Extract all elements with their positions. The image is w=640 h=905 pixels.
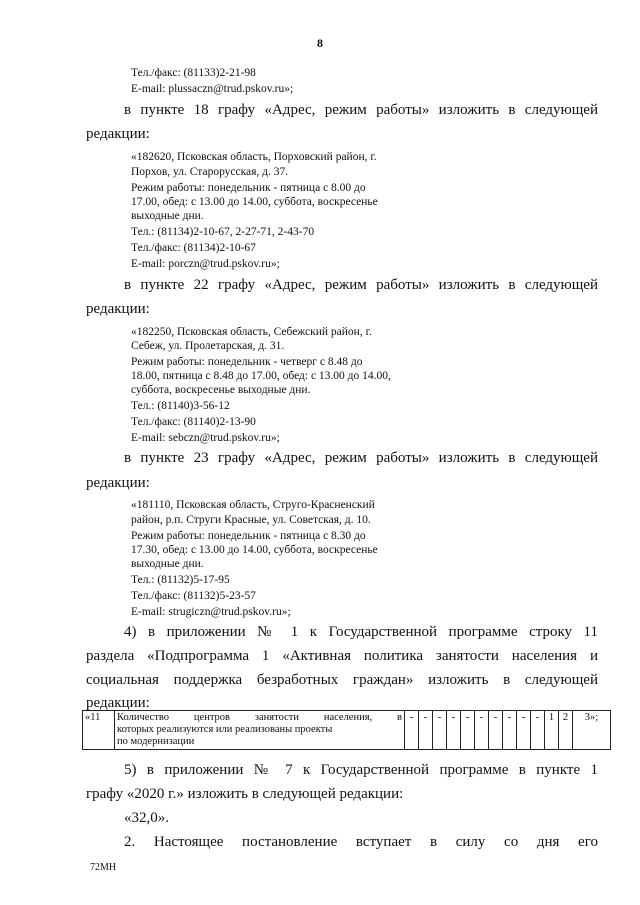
program-table-row	[82, 710, 611, 750]
porkhov-tel: Тел.: (81134)2-10-67, 2-27-71, 2-43-70	[131, 226, 315, 238]
porkhov-hours-line1: Режим работы: понедельник - пятница с 8.00 до	[131, 182, 366, 194]
value-cell: 1	[545, 711, 559, 750]
porkhov-email: E-mail: porczn@trud.pskov.ru»;	[131, 258, 280, 270]
porkhov-hours-line3: выходные дни.	[131, 210, 204, 222]
point-5-line3: «32,0».	[124, 810, 169, 826]
strugi-hours-line3: выходные дни.	[131, 558, 204, 570]
sebezh-address-line2: Себеж, ул. Пролетарская, д. 31.	[131, 340, 285, 352]
porkhov-address-line1: «182620, Псковская область, Порховский район, г.	[131, 151, 377, 163]
point-4-line2: раздела «Подпрограмма 1 «Активная политика занятости населения и	[86, 648, 598, 664]
sebezh-address-line1: «182250, Псковская область, Себежский район, г.	[131, 326, 372, 338]
point-4-line4: редакции:	[86, 695, 150, 711]
value-cell: 3»;	[573, 711, 611, 750]
table-row	[83, 711, 611, 750]
point-5-line2: графу «2020 г.» изложить в следующей редакции:	[86, 786, 404, 802]
value-cell: -	[475, 711, 489, 750]
sebezh-hours-line3: суббота, воскресенье выходные дни.	[131, 384, 311, 396]
value-cell: -	[447, 711, 461, 750]
plus-tel-fax: Тел./факс: (81133)2-21-98	[131, 67, 256, 79]
value-cell: -	[517, 711, 531, 750]
section-2-line1: 2. Настоящее постановление вступает в силу со дня его	[124, 834, 598, 850]
row-description-cell	[115, 711, 405, 750]
point-4-line1: 4) в приложении № 1 к Государственной программе строку 11	[124, 624, 598, 640]
value-cell: -	[461, 711, 475, 750]
strugi-hours-line2: 17.30, обед: с 13.00 до 14.00, суббота, воскресенье	[131, 544, 378, 556]
row-description-line2: которых реализуются или реализованы проекты	[117, 724, 333, 735]
point-4-line3: социальная поддержка безработных граждан» изложить в следующей	[86, 672, 598, 688]
value-cell: -	[489, 711, 503, 750]
row-description-line3: по модернизации	[117, 736, 195, 747]
value-cell: -	[419, 711, 433, 750]
strugi-address-line2: район, р.п. Струги Красные, ул. Советская, д. 10.	[131, 514, 371, 526]
value-cell: -	[405, 711, 419, 750]
porkhov-tel-fax: Тел./факс: (81134)2-10-67	[131, 242, 256, 254]
value-cell: 2	[559, 711, 573, 750]
point-22-line2: редакции:	[86, 301, 150, 317]
point-23-line2: редакции:	[86, 475, 150, 491]
point-18-line2: редакции:	[86, 126, 150, 142]
strugi-email: E-mail: strugiczn@trud.pskov.ru»;	[131, 606, 291, 618]
point-22-line1: в пункте 22 графу «Адрес, режим работы» изложить в следующей	[124, 277, 598, 293]
value-cell: -	[503, 711, 517, 750]
row-number-cell: «11	[83, 711, 115, 750]
strugi-address-line1: «181110, Псковская область, Струго-Красненский	[131, 499, 375, 511]
strugi-hours-line1: Режим работы: понедельник - пятница с 8.30 до	[131, 530, 366, 542]
value-cell: -	[433, 711, 447, 750]
porkhov-hours-line2: 17.00, обед: с 13.00 до 14.00, суббота, воскресенье	[131, 196, 378, 208]
strugi-tel: Тел.: (81132)5-17-95	[131, 574, 230, 586]
sebezh-hours-line1: Режим работы: понедельник - четверг с 8.48 до	[131, 356, 363, 368]
row-description-line1: Количество центров занятости населения, в	[117, 712, 402, 723]
sebezh-tel-fax: Тел./факс: (81140)2-13-90	[131, 416, 256, 428]
point-18-line1: в пункте 18 графу «Адрес, режим работы» изложить в следующей	[124, 102, 598, 118]
plus-email: E-mail: plussaczn@trud.pskov.ru»;	[131, 83, 294, 95]
sebezh-email: E-mail: sebczn@trud.pskov.ru»;	[131, 432, 280, 444]
porkhov-address-line2: Порхов, ул. Старорусская, д. 37.	[131, 166, 289, 178]
sebezh-hours-line2: 18.00, пятница с 8.48 до 17.00, обед: с 13.00 до 14.00,	[131, 370, 391, 382]
value-cell: -	[531, 711, 545, 750]
point-5-line1: 5) в приложении № 7 к Государственной программе в пункте 1	[124, 762, 598, 778]
footer-code: 72МН	[90, 862, 117, 873]
page-number: 8	[317, 36, 323, 50]
strugi-tel-fax: Тел./факс: (81132)5-23-57	[131, 590, 256, 602]
sebezh-tel: Тел.: (81140)3-56-12	[131, 400, 230, 412]
point-23-line1: в пункте 23 графу «Адрес, режим работы» изложить в следующей	[124, 450, 598, 466]
